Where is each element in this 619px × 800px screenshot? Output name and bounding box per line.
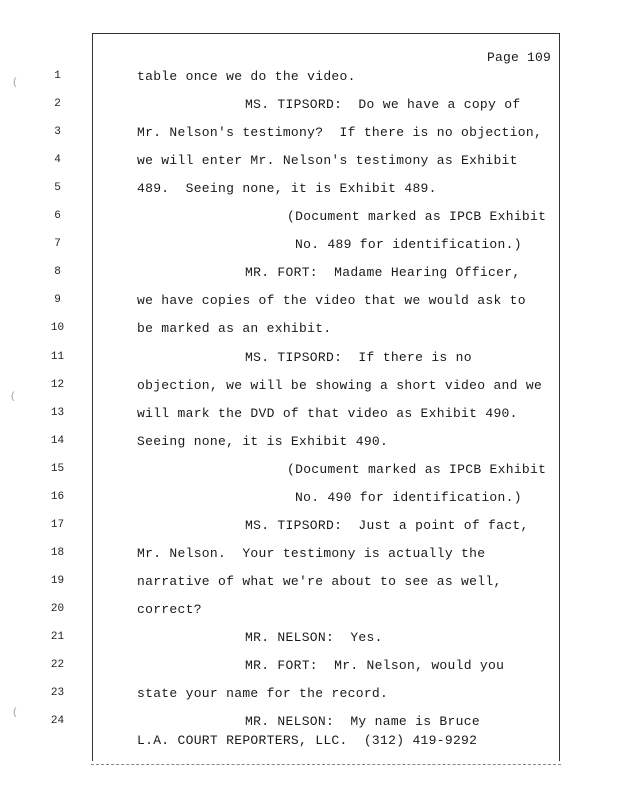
scan-mark: ( bbox=[10, 392, 17, 403]
line-number: 21 bbox=[50, 631, 65, 643]
line-number: 1 bbox=[54, 70, 61, 82]
transcript-line: narrative of what we're about to see as well, bbox=[137, 573, 502, 589]
line-number: 6 bbox=[54, 210, 61, 223]
line-number: 2 bbox=[54, 98, 61, 111]
line-number: 24 bbox=[50, 715, 65, 728]
scan-mark: ( bbox=[12, 78, 19, 89]
line-number: 23 bbox=[50, 687, 65, 700]
transcript-line: table once we do the video. bbox=[137, 69, 356, 84]
line-number: 9 bbox=[54, 294, 61, 307]
line-number: 16 bbox=[50, 490, 65, 503]
transcript-line: 489. Seeing none, it is Exhibit 489. bbox=[137, 181, 437, 197]
line-number: 11 bbox=[50, 350, 65, 363]
line-number: 14 bbox=[50, 434, 65, 447]
transcript-line: (Document marked as IPCB Exhibit bbox=[287, 461, 547, 477]
line-number: 22 bbox=[50, 659, 65, 672]
line-number: 17 bbox=[50, 518, 65, 531]
transcript-line: Mr. Nelson's testimony? If there is no objection, bbox=[137, 125, 543, 141]
transcript-line: No. 489 for identification.) bbox=[295, 237, 522, 253]
transcript-page bbox=[92, 33, 560, 761]
transcript-line: we will enter Mr. Nelson's testimony as Exhibit bbox=[137, 153, 518, 169]
transcript-line: No. 490 for identification.) bbox=[295, 489, 522, 505]
line-number: 5 bbox=[54, 182, 61, 195]
line-number: 18 bbox=[50, 546, 65, 559]
transcript-line: be marked as an exhibit. bbox=[137, 321, 332, 337]
transcript-line: MR. NELSON: My name is Bruce bbox=[245, 714, 480, 730]
line-number: 4 bbox=[54, 154, 61, 167]
transcript-line: MS. TIPSORD: Do we have a copy of bbox=[245, 97, 521, 113]
line-number: 8 bbox=[54, 266, 61, 279]
transcript-line: correct? bbox=[137, 601, 202, 617]
transcript-line: Seeing none, it is Exhibit 490. bbox=[137, 433, 389, 449]
scan-mark: ( bbox=[12, 708, 19, 719]
line-number: 20 bbox=[50, 602, 65, 615]
line-number: 12 bbox=[50, 378, 65, 391]
line-number: 19 bbox=[50, 574, 65, 587]
line-number: 10 bbox=[50, 322, 65, 335]
transcript-line: will mark the DVD of that video as Exhibit 490. bbox=[137, 405, 518, 421]
transcript-line: MR. FORT: Madame Hearing Officer, bbox=[245, 265, 521, 281]
transcript-line: MS. TIPSORD: Just a point of fact, bbox=[245, 517, 529, 533]
transcript-line: state your name for the record. bbox=[137, 686, 389, 702]
line-number: 15 bbox=[50, 462, 65, 475]
transcript-line: we have copies of the video that we would ask to bbox=[137, 293, 526, 309]
line-number: 7 bbox=[54, 238, 61, 251]
transcript-line: Mr. Nelson. Your testimony is actually the bbox=[137, 545, 486, 561]
line-number: 3 bbox=[54, 126, 61, 139]
transcript-line: MS. TIPSORD: If there is no bbox=[245, 349, 472, 365]
page-number: Page 109 bbox=[486, 50, 551, 65]
line-number: 13 bbox=[50, 406, 65, 419]
transcript-line: objection, we will be showing a short video and we bbox=[137, 377, 543, 393]
transcript-line: (Document marked as IPCB Exhibit bbox=[287, 209, 547, 225]
court-reporter-footer: L.A. COURT REPORTERS, LLC. (312) 419-9292 bbox=[137, 733, 478, 748]
transcript-line: MR. NELSON: Yes. bbox=[245, 630, 383, 645]
transcript-line: MR. FORT: Mr. Nelson, would you bbox=[245, 658, 505, 674]
